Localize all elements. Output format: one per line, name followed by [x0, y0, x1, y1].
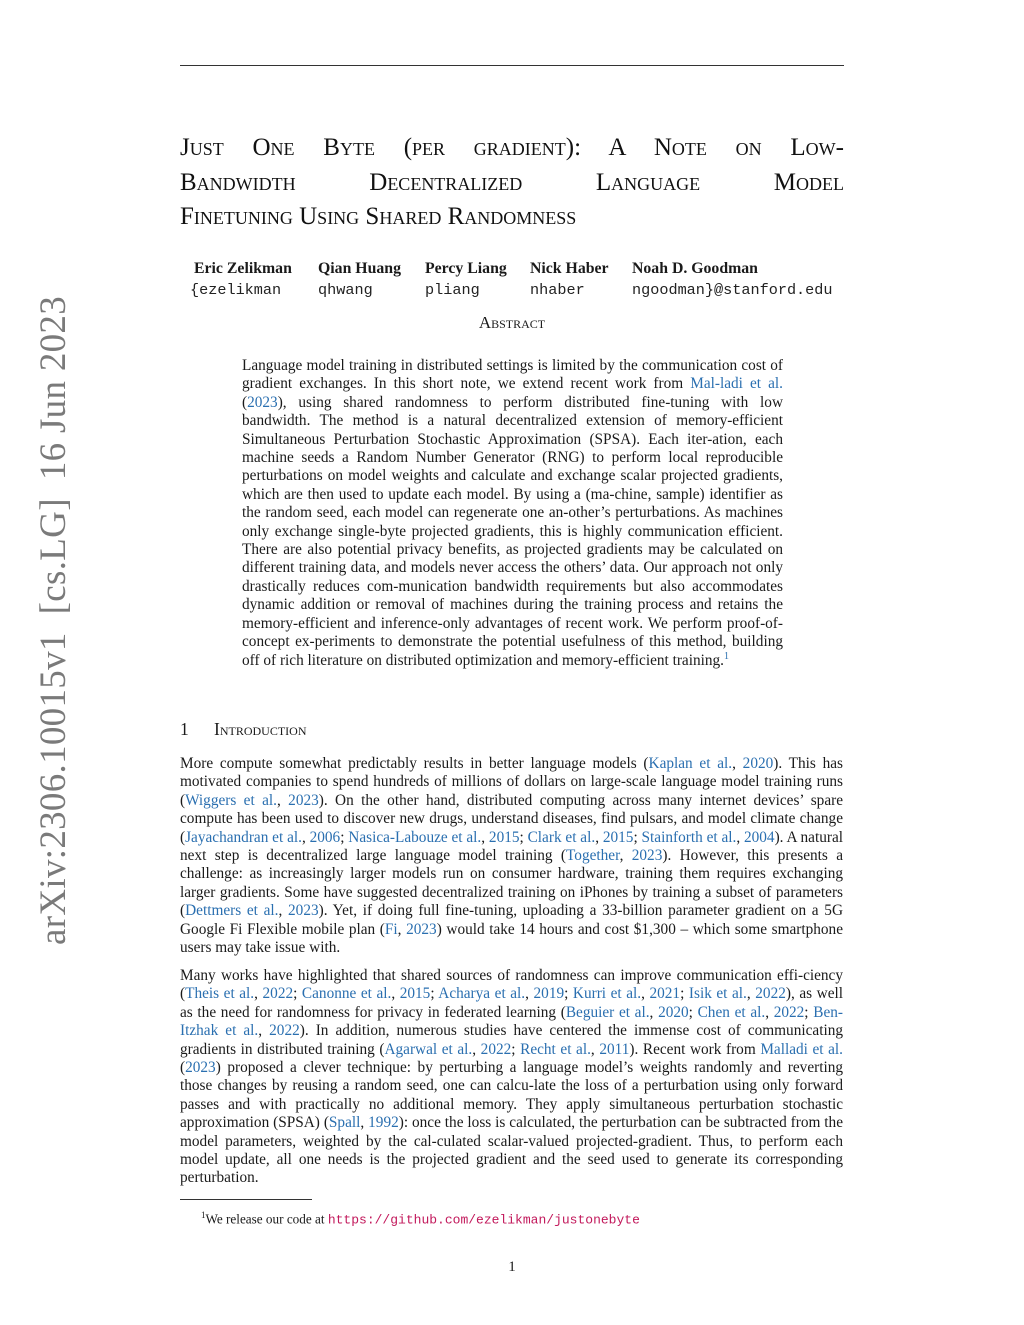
body-text: ). In addition, numerous studies have centered the immense cost of communicating gradients in distributed training (: [180, 1022, 843, 1058]
citation-sep: ,: [391, 985, 400, 1003]
citation-sep: ,: [590, 1040, 600, 1058]
citation-year[interactable]: 2022: [755, 985, 786, 1003]
footnote-mark: 1: [201, 1210, 206, 1220]
arxiv-identifier: [32, 296, 75, 945]
abstract-text: ), using shared randomness to perform distributed fine-tuning with low bandwidth. The method is a natural decentralized extension of memory-efficient Simultaneous Perturbation Stochastic Approximation (SPSA). Each iter-ation, each machine seeds a Random Number Generator (RNG) to perform local reproducible perturbations on model weights and calculate and exchange scalar projected gradients, which are then used to update each model. By using a (ma-chine, sample) identifier as the random seed, each model can regenerate one an-other’s perturbations. As machines only exchange single-byte projected gradients, this is highly communication efficient. There are also potential privacy benefits, as projected gradients may be calculated on different training data, and models never access the others’ data. Our approach not only drastically reduces com-munication bandwidth requirements but also accommodates dynamic addition or removal of machines during the training process and retains the memory-efficient and inference-only advantages of recent work. We perform proof-of-concept ex-periments to demonstrate the potential usefulness of this method, building off of rich literature on distributed optimization and memory-efficient training.: [242, 393, 783, 669]
citation-author[interactable]: Spall: [328, 1114, 361, 1132]
citation-year[interactable]: 2023: [288, 902, 319, 920]
citation-author[interactable]: Isik et al.: [688, 985, 747, 1003]
title-line-2: Bandwidth Decentralized Language Model: [180, 168, 844, 196]
body-text: Many works have highlighted that shared sources of randomness can improve communication effi-ciency (: [180, 967, 843, 1003]
citation-sep: ,: [619, 847, 632, 865]
citation-author[interactable]: Wiggers et al.: [185, 791, 277, 809]
body-text: ). However, this presents a challenge: as increasingly larger models run on consumer hardware, training them requires exchanging larger gradients. Some have suggested decentralized training on iPhones by training a subset of parameters (: [180, 847, 843, 920]
author-goodman: [632, 260, 833, 300]
author-name: Noah D. Goodman: [632, 260, 758, 277]
footnote-ref[interactable]: 1: [724, 650, 729, 662]
author-zelikman: [190, 260, 292, 300]
body-text: ). A natural next step is decentralized large language model training (: [180, 828, 844, 865]
citation-sep: ;: [340, 828, 349, 846]
citation-author[interactable]: Kaplan et al.: [648, 755, 733, 772]
author-name: Percy Liang: [425, 260, 507, 277]
arxiv-date: 16 Jun 2023: [33, 295, 74, 481]
citation-author[interactable]: Together: [566, 847, 620, 865]
citation-author[interactable]: Canonne et al.: [301, 985, 392, 1003]
citation-author[interactable]: Jayachandran et al.: [185, 828, 302, 846]
author-email: {ezelikman: [190, 281, 282, 299]
citation-year[interactable]: 2020: [742, 755, 774, 772]
citation-sep: ,: [746, 985, 756, 1003]
citation-sep: ,: [472, 1040, 481, 1058]
intro-paragraph-2: [180, 967, 843, 1188]
abstract-body: [242, 357, 783, 670]
citation-sep: ;: [680, 985, 689, 1003]
citation-sep: ;: [633, 828, 642, 846]
citation-year[interactable]: 2006: [309, 828, 341, 846]
citation-sep: ,: [765, 1003, 774, 1021]
intro-paragraph-1: [180, 755, 843, 957]
footnote-rule: [180, 1199, 312, 1200]
citation-author[interactable]: Acharya et al.: [438, 985, 526, 1003]
citation-author[interactable]: Ben-Itzhak et al.: [180, 1003, 843, 1040]
citation-sep: ,: [276, 791, 289, 809]
title-line-1: Just One Byte (per gradient): A Note on Low-: [180, 134, 844, 161]
section-title: Introduction: [214, 719, 307, 739]
section-number: 1: [180, 719, 189, 739]
citation-author[interactable]: Agarwal et al.: [384, 1040, 473, 1058]
citation-author[interactable]: Clark et al.: [527, 828, 596, 846]
citation-sep: ,: [254, 985, 263, 1003]
citation-sep: ,: [641, 985, 650, 1003]
top-rule: [180, 65, 844, 66]
body-text: More compute somewhat predictably results in better language models (: [180, 755, 649, 772]
citation-author[interactable]: Fi: [384, 920, 398, 938]
citation-sep: ;: [804, 1003, 814, 1021]
body-text: ) would take 14 hours and cost $1,300 – which some smartphone users may take issue with.: [180, 920, 843, 957]
section-heading: [180, 719, 307, 740]
author-email: pliang: [425, 281, 480, 299]
body-text: ), as well as the need for randomness for privacy in federated learning (: [180, 985, 843, 1021]
body-text: ). This has motivated companies to spend hundreds of millions of dollars on large-scale language model training runs (: [180, 755, 843, 809]
citation-year[interactable]: 2023: [631, 847, 663, 865]
citation-sep: ,: [481, 828, 489, 846]
citation-sep: ,: [595, 828, 603, 846]
citation-year[interactable]: 2023: [185, 1059, 216, 1077]
citation-author[interactable]: Recht et al.: [520, 1040, 591, 1058]
citation-year[interactable]: 2022: [269, 1022, 300, 1040]
footnote-text: We release our code at: [205, 1211, 328, 1227]
citation-sep: ;: [293, 985, 302, 1003]
author-name: Nick Haber: [530, 260, 609, 277]
citation-sep: ,: [278, 902, 289, 920]
citation-year[interactable]: 2004: [743, 828, 775, 846]
citation-year[interactable]: 2020: [658, 1003, 689, 1021]
body-text: ). On the other hand, distributed computing across many internet devices’ spare compute has been used to discover new drugs, understand diseases, find pulsars, and model climate change (: [180, 791, 843, 846]
citation-author[interactable]: Mal-ladi et al.: [690, 375, 783, 393]
citation-author[interactable]: Dettmers et al.: [185, 902, 279, 920]
citation-sep: ,: [736, 828, 744, 846]
title-line-3: Finetuning Using Shared Randomness: [180, 203, 577, 230]
citation-year[interactable]: 1992: [368, 1114, 399, 1132]
citation-author[interactable]: Beguier et al.: [565, 1003, 650, 1021]
arxiv-category: [cs.LG]: [33, 498, 74, 615]
citation-sep: ;: [519, 828, 528, 846]
citation-author[interactable]: Stainforth et al.: [641, 828, 737, 846]
author-haber: [530, 260, 609, 300]
body-text: ). Recent work from: [629, 1040, 761, 1058]
body-text: ) proposed a clever technique: by perturbing a language model’s weights randomly and reverting those changes by reusing a random seed, one can calcu-late the loss of a perturbation using only forward passes and with practically no additional memory. They apply simultaneous perturbation stochastic approximation (SPSA) (: [180, 1059, 843, 1132]
author-huang: [318, 260, 401, 300]
citation-author[interactable]: Nasica-Labouze et al.: [348, 828, 482, 846]
author-liang: [425, 260, 507, 300]
citation-year[interactable]: 2019: [533, 985, 565, 1003]
citation-sep: ,: [360, 1114, 369, 1132]
citation-year[interactable]: 2011: [599, 1040, 630, 1058]
author-name: Eric Zelikman: [194, 260, 292, 277]
footnote: [201, 1207, 640, 1228]
citation-year[interactable]: 2022: [262, 985, 294, 1003]
citation-sep: ;: [511, 1040, 521, 1058]
citation-sep: (: [180, 1059, 186, 1077]
citation-sep: ,: [525, 985, 534, 1003]
author-email: ngoodman}@stanford.edu: [632, 281, 833, 299]
citation-sep: ,: [649, 1003, 659, 1021]
citation-sep: ,: [397, 920, 407, 938]
citation-sep: ,: [258, 1022, 270, 1040]
citation-year[interactable]: 2015: [488, 828, 520, 846]
citation-sep: ,: [732, 755, 743, 772]
arxiv-id: arXiv:2306.10015v1: [33, 632, 74, 945]
abstract-text: (: [242, 393, 248, 411]
paper-title: [180, 131, 844, 235]
citation-author[interactable]: Chen et al.: [697, 1003, 766, 1021]
citation-sep: ;: [564, 985, 573, 1003]
citation-year[interactable]: 2021: [649, 985, 681, 1003]
citation-year[interactable]: 2015: [399, 985, 431, 1003]
citation-year[interactable]: 2023: [288, 791, 319, 809]
citation-author[interactable]: Malladi et al.: [760, 1040, 844, 1058]
citation-year[interactable]: 2023: [406, 920, 437, 938]
citation-year[interactable]: 2022: [773, 1003, 805, 1021]
citation-year[interactable]: 2023: [247, 393, 278, 411]
citation-sep: ,: [301, 828, 310, 846]
citation-year[interactable]: 2015: [602, 828, 634, 846]
body-text: ). Yet, if doing full fine-tuning, uploading a 33-billion parameter gradient on a 5G Google Fi Flexible mobile plan (: [180, 902, 843, 938]
abstract-heading: Abstract: [478, 313, 546, 332]
author-email: nhaber: [530, 281, 585, 299]
author-email: qhwang: [318, 281, 373, 299]
abstract-text: Language model training in distributed settings is limited by the communication cost of gradient exchanges. In this short note, we extend recent work from: [242, 357, 783, 393]
page-number: 1: [508, 1259, 516, 1275]
citation-year[interactable]: 2022: [480, 1040, 512, 1058]
citation-author[interactable]: Kurri et al.: [572, 985, 642, 1003]
code-link[interactable]: https://github.com/ezelikman/justonebyte: [327, 1212, 640, 1228]
citation-sep: ;: [688, 1003, 698, 1021]
body-text: ): once the loss is calculated, the perturbation can be subtracted from the model parameters, weighted by the cal-culated scalar-valued projected-gradient. Thus, to perform each model update, all one needs is the projected gradient and the seed used to generate its corresponding perturbation.: [180, 1114, 843, 1187]
citation-author[interactable]: Theis et al.: [185, 985, 255, 1003]
citation-sep: ;: [430, 985, 439, 1003]
author-name: Qian Huang: [318, 260, 401, 277]
